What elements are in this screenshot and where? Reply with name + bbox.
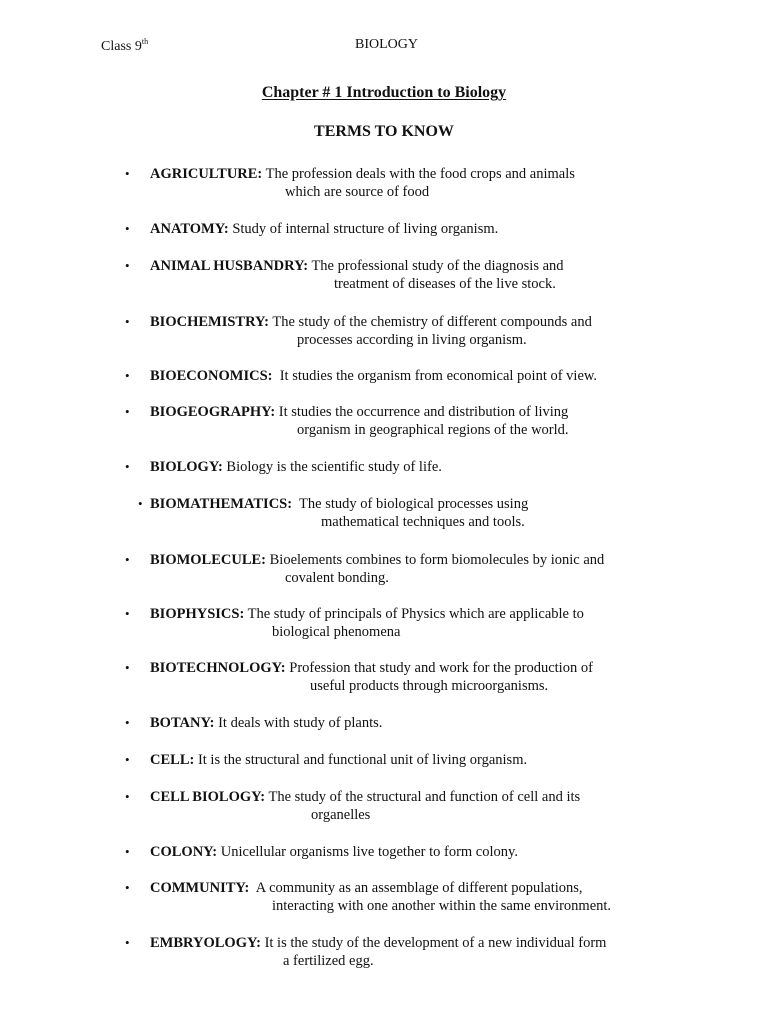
term-name: BOTANY:	[150, 715, 215, 731]
term-definition-continued: useful products through microorganisms.	[310, 678, 549, 694]
section-title: TERMS TO KNOW	[314, 123, 454, 140]
term-definition: A community as an assemblage of different populations,	[249, 880, 583, 896]
term-definition-continued: a fertilized egg.	[283, 953, 374, 969]
bullet-icon: •	[125, 844, 130, 859]
term-definition-continued: treatment of diseases of the live stock.	[334, 276, 556, 292]
bullet-icon: •	[125, 880, 130, 895]
term-definition: Unicellular organisms live together to form colony.	[217, 844, 518, 860]
term-name: BIOLOGY:	[150, 459, 223, 475]
term-name: COMMUNITY:	[150, 880, 250, 896]
subject-label: BIOLOGY	[355, 37, 418, 52]
bullet-icon: •	[125, 752, 130, 767]
term-name: BIOTECHNOLOGY:	[150, 660, 286, 676]
term-definition: It studies the organism from economical point of view.	[272, 368, 598, 384]
term-name: BIOMOLECULE:	[150, 552, 267, 568]
bullet-icon: •	[125, 368, 130, 383]
bullet-icon: •	[125, 258, 130, 273]
term-definition: The profession deals with the food crops and animals	[262, 166, 575, 182]
term-definition-continued: organism in geographical regions of the world.	[297, 422, 569, 438]
class-label: Class 9th	[101, 37, 149, 54]
term-name: BIOMATHEMATICS:	[150, 496, 293, 512]
term-definition: Biology is the scientific study of life.	[222, 459, 442, 475]
bullet-icon: •	[125, 606, 130, 621]
chapter-title: Chapter # 1 Introduction to Biology	[261, 84, 507, 101]
bullet-icon: •	[125, 459, 130, 474]
term-definition: The study of biological processes using	[292, 496, 529, 512]
term-definition-continued: interacting with one another within the same environment.	[272, 898, 612, 914]
term-definition: Bioelements combines to form biomolecules by ionic and	[266, 552, 605, 568]
term-definition: It deals with study of plants.	[214, 715, 383, 731]
term-name: CELL:	[150, 752, 195, 768]
bullet-icon: •	[125, 715, 130, 730]
term-definition: The study of the structural and function of cell and its	[265, 789, 581, 805]
term-definition: It is the study of the development of a new individual form	[260, 935, 607, 951]
term-name: BIOPHYSICS:	[150, 606, 245, 622]
bullet-icon: •	[125, 221, 130, 236]
term-definition: The professional study of the diagnosis and	[308, 258, 564, 274]
term-definition-continued: processes according in living organism.	[297, 332, 527, 348]
term-name: AGRICULTURE:	[150, 166, 263, 182]
term-definition-continued: covalent bonding.	[285, 570, 389, 586]
term-definition: It is the structural and functional unit of living organism.	[194, 752, 528, 768]
bullet-icon: •	[125, 935, 130, 950]
term-name: CELL BIOLOGY:	[150, 789, 266, 805]
term-name: EMBRYOLOGY:	[150, 935, 261, 951]
term-definition-continued: biological phenomena	[272, 624, 401, 640]
bullet-icon: •	[125, 660, 130, 675]
term-name: BIOGEOGRAPHY:	[150, 404, 276, 420]
term-definition: The study of the chemistry of different compounds and	[269, 314, 592, 330]
term-name: ANATOMY:	[150, 221, 229, 237]
bullet-icon: •	[125, 166, 130, 181]
term-name: ANIMAL HUSBANDRY:	[150, 258, 309, 274]
bullet-icon: •	[125, 789, 130, 804]
term-name: BIOECONOMICS:	[150, 368, 273, 384]
page-header	[0, 37, 768, 57]
term-definition-continued: which are source of food	[285, 184, 430, 200]
term-definition: Study of internal structure of living organism.	[228, 221, 499, 237]
term-definition-continued: organelles	[311, 807, 371, 823]
term-name: BIOCHEMISTRY:	[150, 314, 270, 330]
term-definition: Profession that study and work for the production of	[285, 660, 593, 676]
term-definition: It studies the occurrence and distribution of living	[275, 404, 569, 420]
bullet-icon: •	[125, 314, 130, 329]
bullet-icon: •	[125, 552, 130, 567]
bullet-icon: •	[138, 496, 143, 511]
term-name: COLONY:	[150, 844, 218, 860]
term-definition: The study of principals of Physics which are applicable to	[244, 606, 584, 622]
bullet-icon: •	[125, 404, 130, 419]
term-definition-continued: mathematical techniques and tools.	[321, 514, 525, 530]
class-superscript: th	[141, 37, 149, 46]
